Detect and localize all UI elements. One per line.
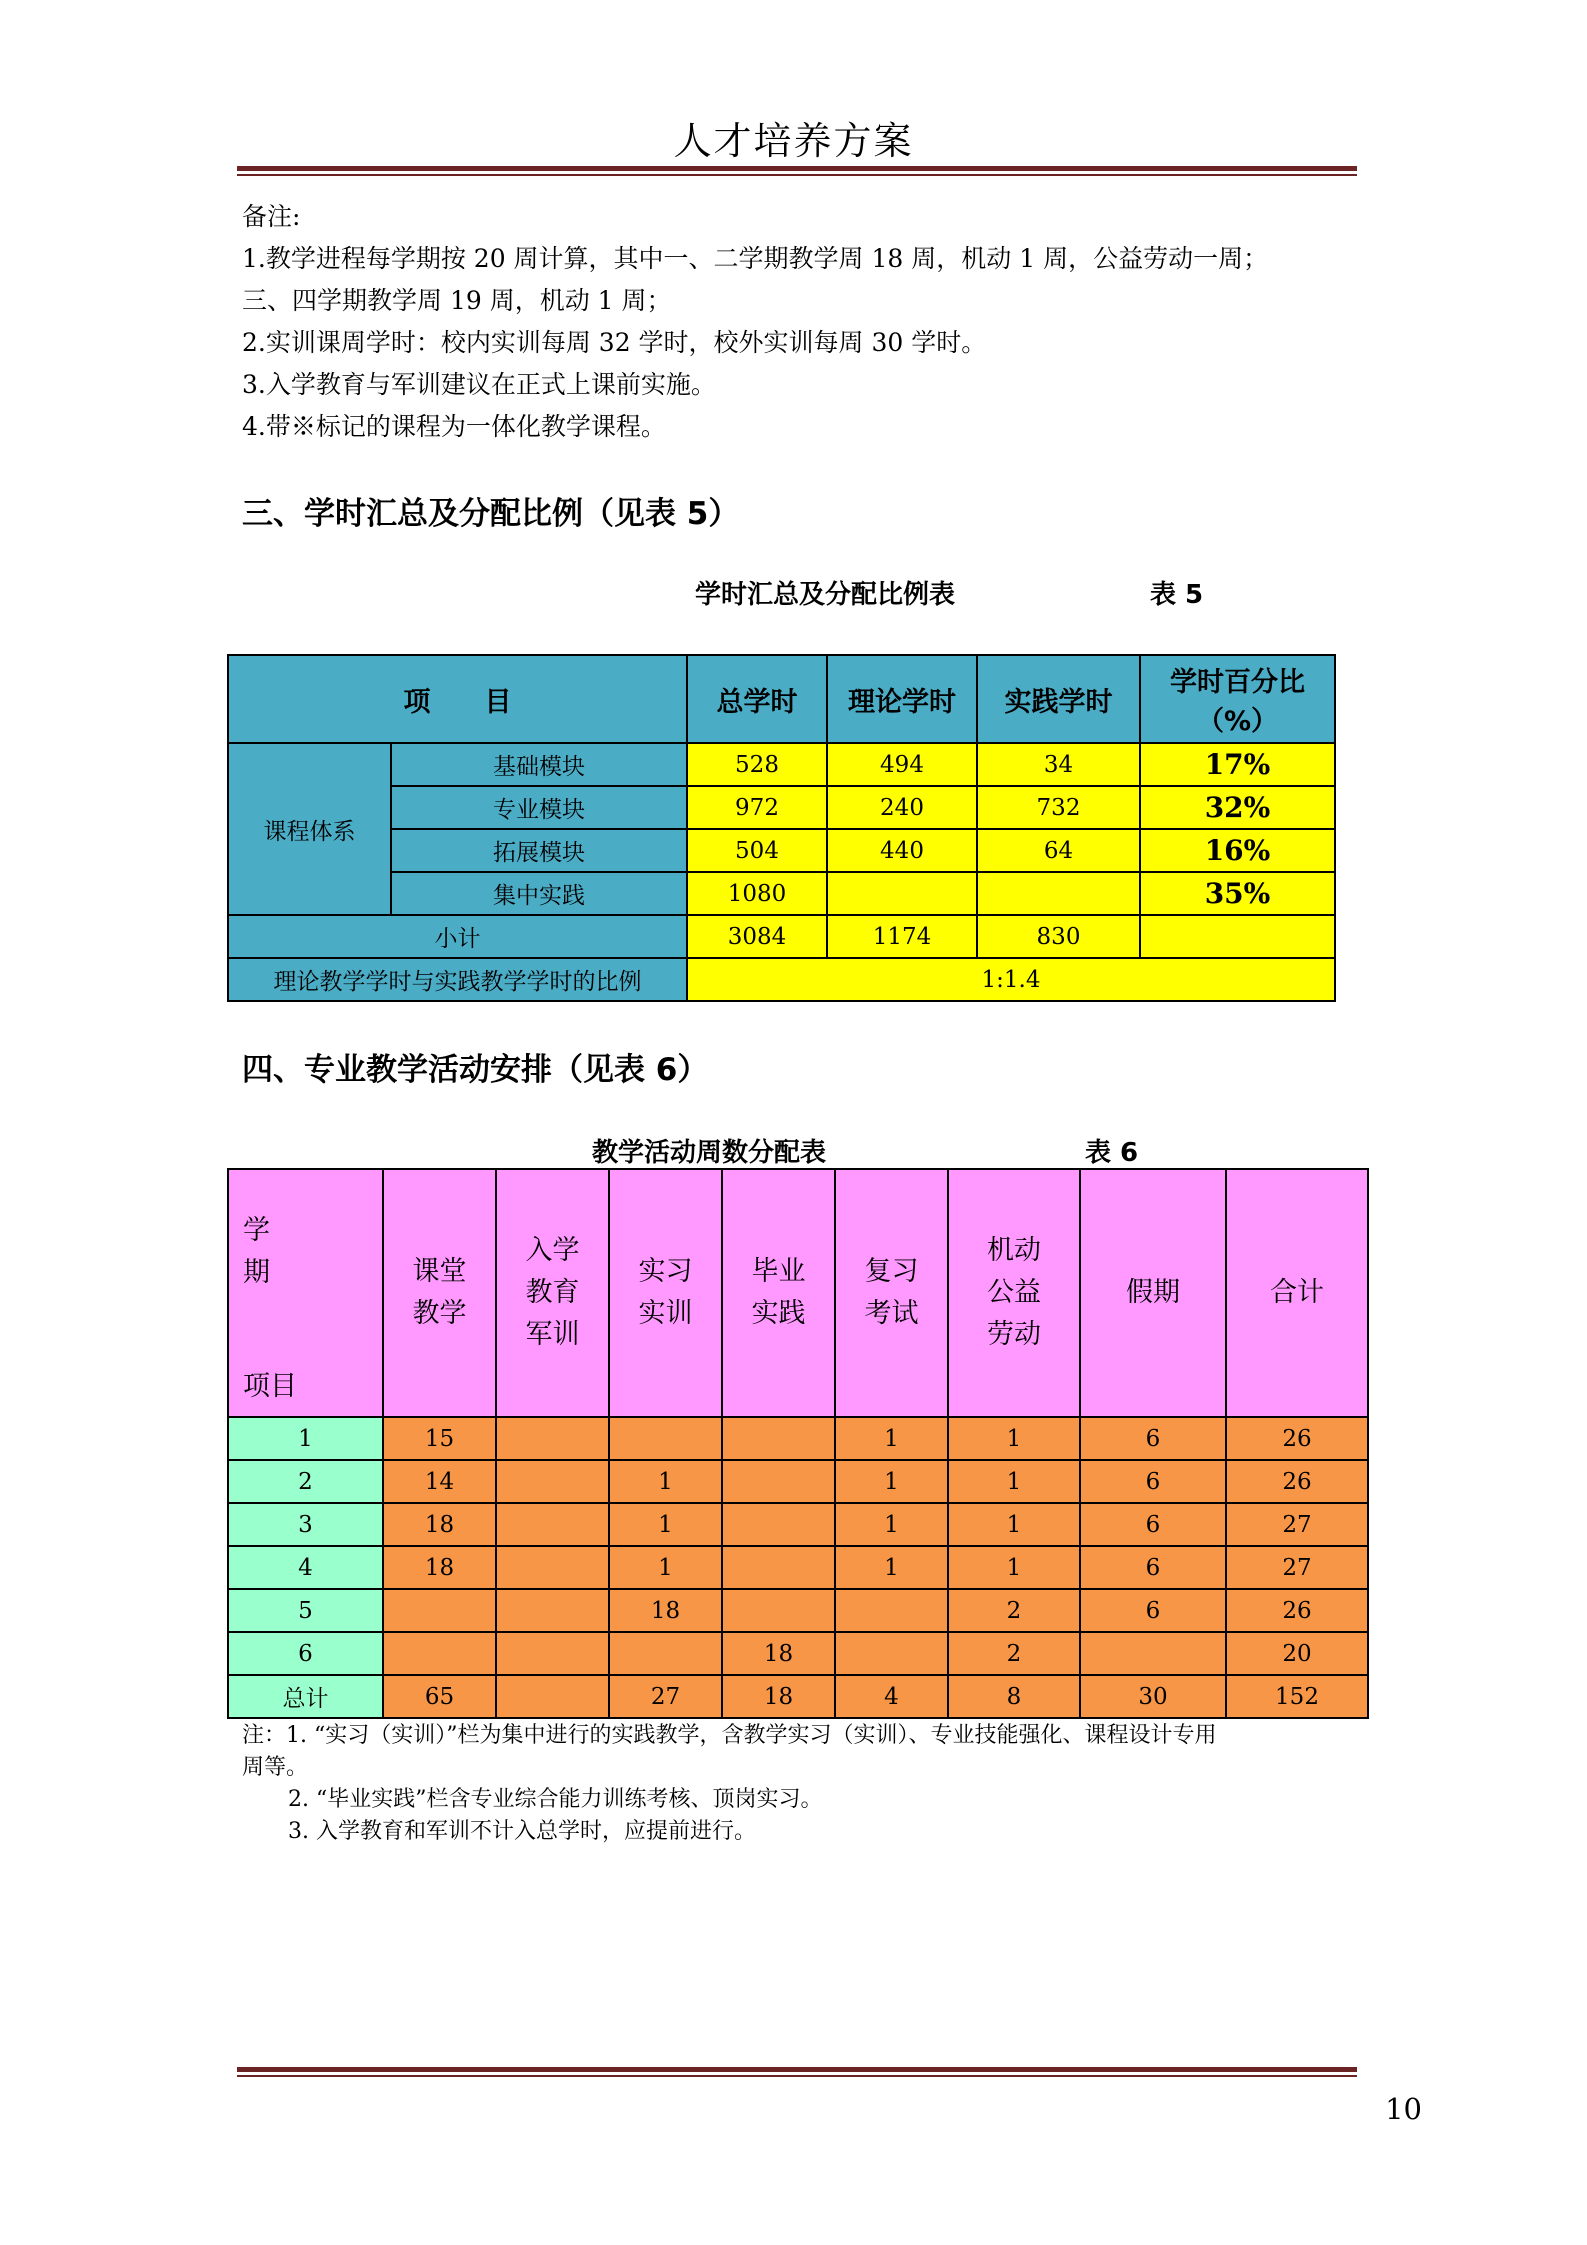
t6-value-cell [835,1632,948,1675]
table-row [228,1632,1368,1675]
t5-cell-total: 504 [687,829,827,872]
t6-value-cell: 14 [383,1460,496,1503]
footnote-3: 3. 入学教育和军训不计入总学时，应提前进行。 [288,1819,756,1844]
t6-value-cell: 1 [835,1417,948,1460]
notes-heading: 备注: [242,202,301,231]
t6-semester-cell: 总计 [228,1675,383,1718]
t6-value-cell: 18 [383,1503,496,1546]
t6-header-line: 劳动 [987,1319,1041,1350]
t6-value-cell: 18 [383,1546,496,1589]
t6-value-cell: 26 [1226,1460,1368,1503]
t6-header-col [383,1169,496,1417]
t6-value-cell [609,1632,722,1675]
t6-header-line: 毕业 [751,1256,806,1287]
notes-line: 1.教学进程每学期按 20 周计算，其中一、二学期教学周 18 周，机动 1 周，公益劳动一周； [242,244,1269,273]
t5-row-name: 集中实践 [391,872,687,915]
t5-subtotal-total: 3084 [687,915,827,958]
t6-value-cell [722,1503,835,1546]
t6-value-cell: 6 [1080,1503,1226,1546]
t6-value-cell [722,1460,835,1503]
t6-value-cell: 2 [948,1589,1080,1632]
t6-header-col [948,1169,1080,1417]
table-6-caption: 教学活动周数分配表 [592,1138,827,1168]
t6-header-col [722,1169,835,1417]
t5-subtotal-label: 小计 [228,915,687,958]
t6-header-line: 课堂 [412,1256,467,1287]
t6-value-cell [496,1546,609,1589]
table-6 [227,1168,1369,1719]
table-5-number: 表 5 [1150,580,1204,610]
t5-cell-percent: 35% [1140,872,1335,915]
t6-value-cell: 26 [1226,1417,1368,1460]
t5-cell-practice [977,872,1140,915]
t6-value-cell: 1 [835,1503,948,1546]
t6-value-cell: 1 [609,1503,722,1546]
table-row [228,1589,1368,1632]
t6-value-cell: 27 [1226,1546,1368,1589]
t6-value-cell: 1 [948,1460,1080,1503]
t6-value-cell [1080,1632,1226,1675]
t5-cell-practice: 732 [977,786,1140,829]
t6-value-cell [722,1417,835,1460]
t6-value-cell: 30 [1080,1675,1226,1718]
t5-cell-practice: 34 [977,743,1140,786]
t6-header-line: 教学 [412,1298,467,1329]
t5-header-item: 项 目 [228,655,687,743]
t5-cell-percent: 17% [1140,743,1335,786]
section-4-title: 四、专业教学活动安排（见表 6） [242,1052,709,1088]
t6-value-cell: 8 [948,1675,1080,1718]
t5-header-practice: 实践学时 [977,655,1140,743]
t5-cell-total: 1080 [687,872,827,915]
t6-header-line: 合计 [1270,1277,1324,1308]
table-6-number: 表 6 [1085,1138,1139,1168]
t6-value-cell [496,1632,609,1675]
t6-header-line: 考试 [864,1298,919,1329]
t6-header-line: 机动 [987,1235,1041,1266]
t6-header-line: 复习 [864,1256,919,1287]
t5-subtotal-percent [1140,915,1335,958]
t5-cell-practice: 64 [977,829,1140,872]
table-5-caption: 学时汇总及分配比例表 [695,580,956,610]
footnote-1a: 注：1. “实习（实训）”栏为集中进行的实践教学，含教学实习（实训）、专业技能强化、课程设计专用 [242,1723,1217,1748]
t6-semester-cell: 6 [228,1632,383,1675]
t6-value-cell [496,1589,609,1632]
t6-header-col [496,1169,609,1417]
t5-header-percent-line2: （%） [1196,706,1279,737]
t6-header-col [1080,1169,1226,1417]
t6-value-cell [722,1589,835,1632]
t6-value-cell [722,1546,835,1589]
table-row [228,1460,1368,1503]
notes-block [242,196,1362,448]
t6-value-cell [496,1675,609,1718]
t6-semester-cell: 5 [228,1589,383,1632]
footer-rule [237,2067,1357,2077]
t5-cell-percent: 32% [1140,786,1335,829]
t6-value-cell: 15 [383,1417,496,1460]
table-row [228,1546,1368,1589]
t6-value-cell: 27 [609,1675,722,1718]
t5-subtotal-practice: 830 [977,915,1140,958]
t6-value-cell: 18 [609,1589,722,1632]
t6-header-col [609,1169,722,1417]
t6-value-cell: 1 [948,1417,1080,1460]
table-5 [227,654,1336,1002]
t6-header-line: 军训 [525,1319,580,1350]
page-header-title: 人才培养方案 [673,119,914,163]
t6-value-cell: 1 [609,1460,722,1503]
t5-row-name: 专业模块 [391,786,687,829]
footnote-2: 2. “毕业实践”栏含专业综合能力训练考核、顶岗实习。 [288,1787,823,1812]
t6-value-cell: 6 [1080,1460,1226,1503]
t6-header-line: 假期 [1126,1277,1180,1308]
t5-ratio-value: 1:1.4 [687,958,1335,1001]
notes-line: 3.入学教育与军训建议在正式上课前实施。 [242,370,716,399]
notes-line: 2.实训课周学时：校内实训每周 32 学时，校外实训每周 30 学时。 [242,328,987,357]
t6-value-cell: 1 [948,1546,1080,1589]
t5-row-name: 拓展模块 [391,829,687,872]
t6-value-cell: 6 [1080,1589,1226,1632]
t6-semester-cell: 1 [228,1417,383,1460]
t5-cell-percent: 16% [1140,829,1335,872]
t6-value-cell: 65 [383,1675,496,1718]
page-number: 10 [1385,2092,1422,2126]
t6-corner-cell [228,1169,383,1417]
t6-value-cell: 27 [1226,1503,1368,1546]
t5-header-percent [1140,655,1335,743]
t6-header-line: 实践 [751,1298,806,1329]
table-6-footnotes [242,1720,1362,1848]
section-3-title: 三、学时汇总及分配比例（见表 5） [242,496,740,532]
t6-value-cell: 26 [1226,1589,1368,1632]
t6-value-cell: 6 [1080,1417,1226,1460]
t6-corner-semester-2: 期 [243,1257,270,1288]
t6-value-cell: 1 [835,1546,948,1589]
t6-value-cell [383,1632,496,1675]
t5-subtotal-theory: 1174 [827,915,977,958]
t6-semester-cell: 2 [228,1460,383,1503]
header-rule [237,166,1357,176]
t6-value-cell [496,1503,609,1546]
t6-value-cell [496,1417,609,1460]
t5-cell-theory [827,872,977,915]
t6-value-cell: 20 [1226,1632,1368,1675]
t6-header-line: 教育 [525,1277,580,1308]
t6-value-cell [609,1417,722,1460]
notes-line: 三、四学期教学周 19 周，机动 1 周； [242,286,672,315]
t6-value-cell: 152 [1226,1675,1368,1718]
t5-header-percent-line1: 学时百分比 [1170,667,1305,698]
t6-header-line: 公益 [987,1277,1041,1308]
t6-corner-item: 项目 [243,1371,297,1402]
t6-header-col [1226,1169,1368,1417]
t6-value-cell: 18 [722,1675,835,1718]
t5-header-total: 总学时 [687,655,827,743]
t6-value-cell: 6 [1080,1546,1226,1589]
t6-semester-cell: 4 [228,1546,383,1589]
t6-value-cell: 2 [948,1632,1080,1675]
t6-value-cell: 1 [609,1546,722,1589]
t5-cell-theory: 494 [827,743,977,786]
t5-cell-total: 528 [687,743,827,786]
t6-value-cell [835,1589,948,1632]
t6-value-cell [383,1589,496,1632]
t6-value-cell: 1 [948,1503,1080,1546]
t5-header-theory: 理论学时 [827,655,977,743]
t6-value-cell [496,1460,609,1503]
t5-cell-total: 972 [687,786,827,829]
t5-ratio-label: 理论教学学时与实践教学学时的比例 [228,958,687,1001]
t6-semester-cell: 3 [228,1503,383,1546]
t5-group-label: 课程体系 [228,743,391,915]
t6-value-cell: 1 [835,1460,948,1503]
table-row [228,1503,1368,1546]
t6-value-cell: 18 [722,1632,835,1675]
footnote-1b: 周等。 [242,1755,309,1780]
t6-header-col [835,1169,948,1417]
table-row [228,1417,1368,1460]
t6-header-line: 实训 [638,1298,693,1329]
t6-value-cell: 4 [835,1675,948,1718]
notes-line: 4.带※标记的课程为一体化教学课程。 [242,412,666,441]
t6-header-line: 入学 [525,1235,580,1266]
t5-cell-theory: 240 [827,786,977,829]
t6-corner-semester-1: 学 [243,1215,270,1246]
t5-row-name: 基础模块 [391,743,687,786]
t6-header-line: 实习 [638,1256,693,1287]
t5-cell-theory: 440 [827,829,977,872]
table-row [228,1675,1368,1718]
